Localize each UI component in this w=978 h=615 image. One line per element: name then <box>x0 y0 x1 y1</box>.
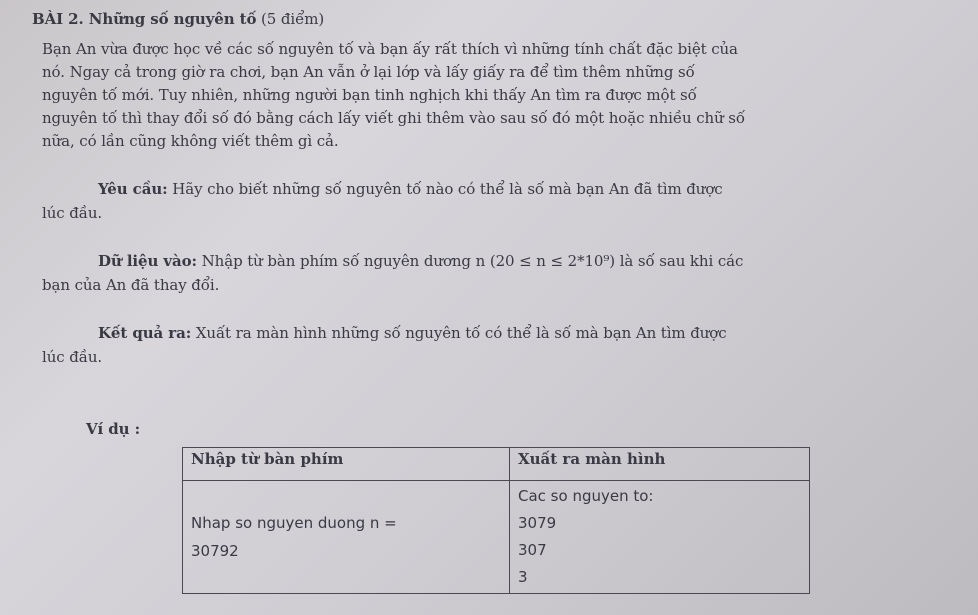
output-text: Xuất ra màn hình những số nguyên tố có thể là số mà bạn An tìm được <box>195 324 727 342</box>
description-line: nguyên tố mới. Tuy nhiên, những người bạn tinh nghịch khi thấy An tìm ra được một số <box>42 86 697 104</box>
description-line: Bạn An vừa được học về các số nguyên tố và bạn ấy rất thích vì những tính chất đặc biệt của <box>42 40 738 58</box>
example-header-row <box>183 448 810 481</box>
input-line <box>98 252 743 270</box>
requirement-line <box>98 180 723 198</box>
example-output-header: Cac so nguyen to: <box>518 487 654 505</box>
description-line: nguyên tố thì thay đổi số đó bằng cách lấy viết ghi thêm vào sau số đó một hoặc nhiều chữ số <box>42 109 745 127</box>
example-output-value: 3079 <box>518 514 557 532</box>
requirement-text: Hãy cho biết những số nguyên tố nào có thể là số mà bạn An đã tìm được <box>172 180 723 198</box>
requirement-label: Yêu cầu: <box>98 180 168 198</box>
input-text: Nhập từ bàn phím số nguyên dương n (20 ≤ n ≤ 2*10⁹) là số sau khi các <box>201 252 744 270</box>
requirement-text-cont: lúc đầu. <box>42 204 103 222</box>
example-input-cell <box>183 481 510 594</box>
exercise-points: (5 điểm) <box>261 10 325 28</box>
output-line <box>98 324 727 342</box>
example-label: Ví dụ : <box>86 420 141 438</box>
example-row <box>183 481 810 594</box>
example-header-input: Nhập từ bàn phím <box>183 448 510 481</box>
description-line: nó. Ngay cả trong giờ ra chơi, bạn An vẫn ở lại lớp và lấy giấy ra để tìm thêm những số <box>42 63 695 81</box>
output-text-cont: lúc đầu. <box>42 348 103 366</box>
example-output-value: 307 <box>518 541 547 559</box>
input-label: Dữ liệu vào: <box>98 252 197 270</box>
exercise-title-label: BÀI 2. Những số nguyên tố <box>32 10 257 28</box>
example-header-output: Xuất ra màn hình <box>510 448 810 481</box>
input-text-cont: bạn của An đã thay đổi. <box>42 276 220 294</box>
output-label: Kết quả ra: <box>98 324 192 342</box>
description-line: nữa, có lần cũng không viết thêm gì cả. <box>42 132 339 150</box>
example-output-value: 3 <box>518 568 528 586</box>
example-table <box>182 447 810 594</box>
example-output-cell <box>510 481 810 594</box>
exercise-title <box>32 10 324 28</box>
example-input-value: 30792 <box>191 542 239 560</box>
example-input-prompt: Nhap so nguyen duong n = <box>191 514 397 532</box>
